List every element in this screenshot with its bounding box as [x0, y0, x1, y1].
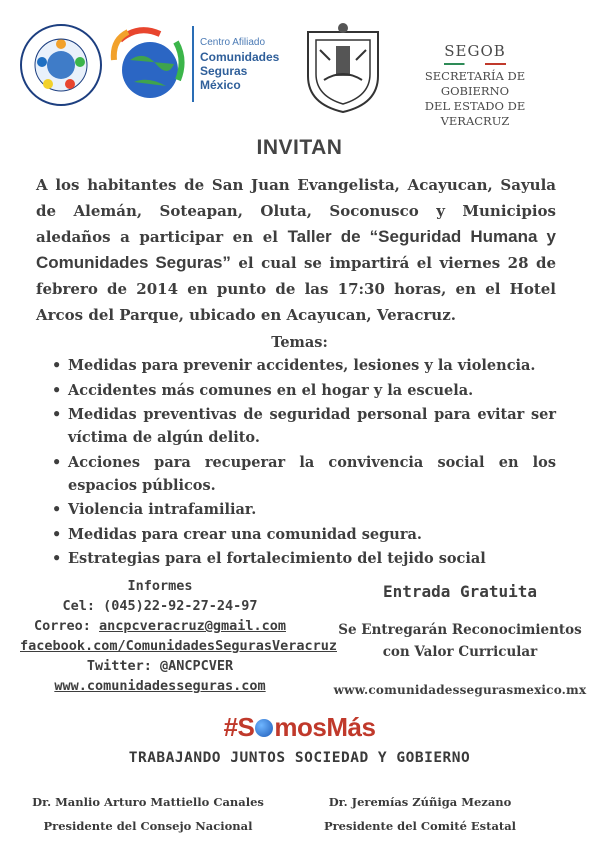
intro-paragraph — [36, 172, 556, 328]
invitan-title: INVITAN — [256, 136, 343, 159]
reconocimientos-line2: con Valor Curricular — [382, 644, 538, 660]
afiliado-line3: Seguras — [200, 64, 248, 78]
segob-title: SEGOB — [444, 42, 506, 60]
afiliado-line4: México — [200, 78, 241, 92]
signer-name: Dr. Jeremías Zúñiga Mezano — [328, 795, 512, 809]
signer-role: Presidente del Consejo Nacional — [43, 819, 253, 833]
email-label: Correo: — [34, 618, 100, 634]
informes-heading: Informes — [127, 578, 193, 594]
phone-number: Cel: (045)22-92-27-24-97 — [62, 598, 258, 614]
intro-part1: A los habitantes de San Juan Evangelista, Acayucan, Sayula de Alemán, Soteapan, Oluta, Soconusco y Municipios aledaños a participar en el — [36, 176, 556, 246]
signature-block — [314, 790, 526, 838]
signer-role: Presidente del Comité Estatal — [323, 819, 517, 833]
temas-list — [48, 354, 556, 572]
list-item: • Violencia intrafamiliar. — [48, 498, 556, 521]
email-line — [20, 616, 300, 636]
afiliado-line2: Comunidades — [200, 50, 280, 64]
informes-block — [20, 576, 337, 696]
segob-line1: SECRETARÍA DE GOBIERNO — [424, 69, 526, 98]
temas-heading: Temas: — [271, 334, 328, 351]
list-item: • Acciones para recuperar la convivencia social en los espacios públicos. — [48, 451, 556, 497]
facebook-link[interactable]: facebook.com/ComunidadesSegurasVeracruz — [20, 638, 337, 654]
entrada-gratuita: Entrada Gratuita — [382, 582, 538, 601]
slogan: TRABAJANDO JUNTOS SOCIEDAD Y GOBIERNO — [128, 750, 471, 766]
comunidades-seguras-globe-logo — [108, 20, 188, 108]
afiliado-text — [200, 36, 279, 92]
list-item: • Estrategias para el fortalecimiento del tejido social — [48, 547, 556, 570]
list-item: • Accidentes más comunes en el hogar y la escuela. — [48, 379, 556, 402]
list-item: • Medidas preventivas de seguridad personal para evitar ser víctima de algún delito. — [48, 403, 556, 449]
website-link-2[interactable]: www.comunidadessegurasmexico.mx — [333, 683, 587, 697]
taller-name: Taller de “Seguridad Humana y Comunidades Seguras” — [36, 227, 556, 272]
segob-block — [390, 42, 560, 129]
afiliado-line1: Centro Afiliado — [200, 37, 266, 48]
signer-name: Dr. Manlio Arturo Mattiello Canales — [32, 795, 264, 809]
veracruz-coat-of-arms-logo — [300, 20, 386, 116]
segob-line2: DEL ESTADO DE VERACRUZ — [424, 99, 526, 128]
list-item: • Medidas para crear una comunidad segura. — [48, 523, 556, 546]
intro-part2: el cual se impartirá el viernes 28 de febrero de 2014 en punto de las 17:30 horas, en el Hotel Arcos del Parque, ubicado en Acayucan, Veracruz. — [36, 254, 556, 324]
hashtag-suffix: mosMás — [274, 712, 376, 742]
list-item: • Medidas para prevenir accidentes, lesiones y la violencia. — [48, 354, 556, 377]
signature-block — [20, 790, 276, 838]
header-divider — [192, 26, 194, 102]
hashtag-prefix: #S — [223, 712, 255, 742]
segob-flag-line — [444, 63, 506, 65]
right-info-block — [330, 582, 590, 697]
ancpc-seal-logo — [18, 22, 104, 108]
email-link[interactable]: ancpcveracruz@gmail.com — [99, 618, 286, 634]
website-link[interactable]: www.comunidadesseguras.com — [54, 678, 266, 694]
somosmas-hashtag — [0, 712, 599, 743]
reconocimientos-line1: Se Entregarán Reconocimientos — [338, 622, 582, 638]
globe-icon — [255, 719, 273, 737]
twitter-handle: Twitter: @ANCPCVER — [86, 658, 234, 674]
